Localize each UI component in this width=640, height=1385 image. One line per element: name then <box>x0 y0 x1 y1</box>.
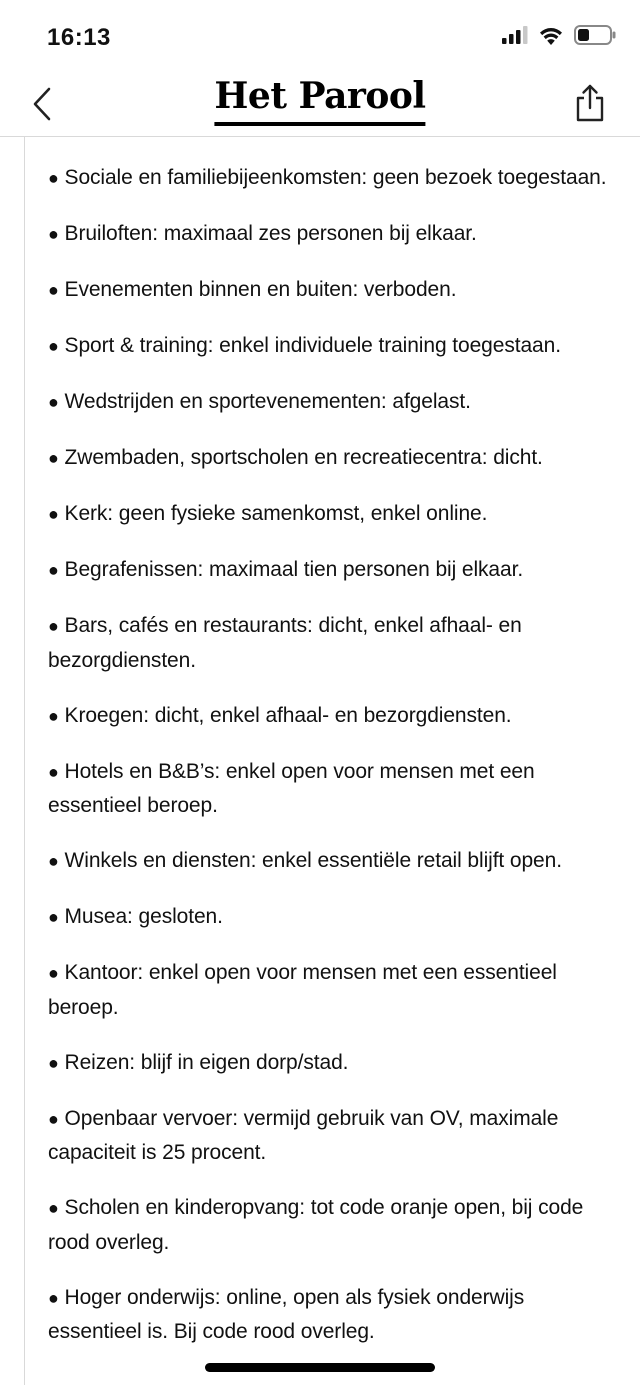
back-button[interactable] <box>22 82 62 126</box>
bullet-icon: ● <box>48 1052 59 1073</box>
brand-logo[interactable]: Het Parool <box>214 74 425 126</box>
list-item <box>48 609 618 677</box>
list-item-text: Begrafenissen: maximaal tien personen bij elkaar. <box>64 558 524 581</box>
list-item <box>48 385 618 420</box>
list-item-text: Kerk: geen fysieke samenkomst, enkel online. <box>64 502 488 525</box>
bullet-icon: ● <box>48 1287 59 1308</box>
list-item <box>48 755 618 823</box>
bullet-icon: ● <box>48 280 59 300</box>
list-item <box>48 900 618 935</box>
left-divider <box>24 137 25 1385</box>
bullet-icon: ● <box>48 907 59 927</box>
bullet-icon: ● <box>48 616 59 636</box>
bullet-icon: ● <box>48 560 59 580</box>
article-content <box>0 137 640 1385</box>
list-item-text: Evenementen binnen en buiten: verboden. <box>64 278 457 301</box>
list-item-text: Bruiloften: maximaal zes personen bij elkaar. <box>64 222 477 245</box>
measures-list <box>48 161 618 1370</box>
bullet-icon: ● <box>48 761 59 782</box>
list-item-text: Hoger onderwijs: online, open als fysiek onderwijs essentieel is. Bij code rood overleg. <box>48 1285 525 1343</box>
list-item <box>48 1046 618 1081</box>
list-item <box>48 1102 618 1170</box>
list-item-text: Reizen: blijf in eigen dorp/stad. <box>64 1050 349 1074</box>
bullet-icon: ● <box>48 705 59 726</box>
share-button[interactable] <box>570 80 610 126</box>
list-item <box>48 161 618 196</box>
list-item <box>48 273 618 308</box>
list-item <box>48 329 618 364</box>
bullet-icon: ● <box>48 1108 59 1129</box>
home-indicator[interactable] <box>205 1363 435 1372</box>
list-item-text: Hotels en B&B’s: enkel open voor mensen met een essentieel beroep. <box>48 759 535 817</box>
wifi-icon <box>538 26 564 45</box>
bullet-icon: ● <box>48 224 59 244</box>
bullet-icon: ● <box>48 504 59 524</box>
signal-icon <box>502 26 528 44</box>
list-item-text: Sport & training: enkel individuele training toegestaan. <box>64 334 561 357</box>
status-bar <box>0 0 640 72</box>
list-item <box>48 441 618 476</box>
bullet-icon: ● <box>48 851 59 871</box>
list-item-text: Zwembaden, sportscholen en recreatiecentra: dicht. <box>64 446 543 469</box>
list-item-text: Winkels en diensten: enkel essentiële retail blijft open. <box>64 849 562 872</box>
list-item-text: Sociale en familiebijeenkomsten: geen bezoek toegestaan. <box>64 166 607 189</box>
list-item-text: Wedstrijden en sportevenementen: afgelast. <box>64 390 471 413</box>
list-item <box>48 956 618 1024</box>
list-item <box>48 699 618 734</box>
bullet-icon: ● <box>48 336 59 356</box>
share-icon <box>574 84 606 122</box>
list-item <box>48 553 618 588</box>
list-item-text: Openbaar vervoer: vermijd gebruik van OV, maximale capaciteit is 25 procent. <box>48 1106 559 1164</box>
list-item <box>48 1281 618 1349</box>
list-item-text: Scholen en kinderopvang: tot code oranje open, bij code rood overleg. <box>48 1196 584 1254</box>
list-item <box>48 844 618 879</box>
list-item-text: Musea: gesloten. <box>64 905 223 928</box>
list-item-text: Bars, cafés en restaurants: dicht, enkel afhaal- en bezorgdiensten. <box>48 614 522 672</box>
bullet-icon: ● <box>48 1198 59 1218</box>
status-time: 16:13 <box>47 24 111 51</box>
status-icons <box>502 25 616 45</box>
list-item <box>48 1191 618 1259</box>
bullet-icon: ● <box>48 448 59 468</box>
list-item-text: Kroegen: dicht, enkel afhaal- en bezorgdiensten. <box>64 703 512 727</box>
list-item <box>48 217 618 252</box>
nav-bar <box>0 72 640 137</box>
list-item-text: Kantoor: enkel open voor mensen met een essentieel beroep. <box>48 961 557 1019</box>
battery-icon <box>574 25 616 45</box>
list-item <box>48 497 618 532</box>
chevron-left-icon <box>31 86 53 122</box>
bullet-icon: ● <box>48 963 59 983</box>
bullet-icon: ● <box>48 168 59 188</box>
bullet-icon: ● <box>48 392 59 412</box>
